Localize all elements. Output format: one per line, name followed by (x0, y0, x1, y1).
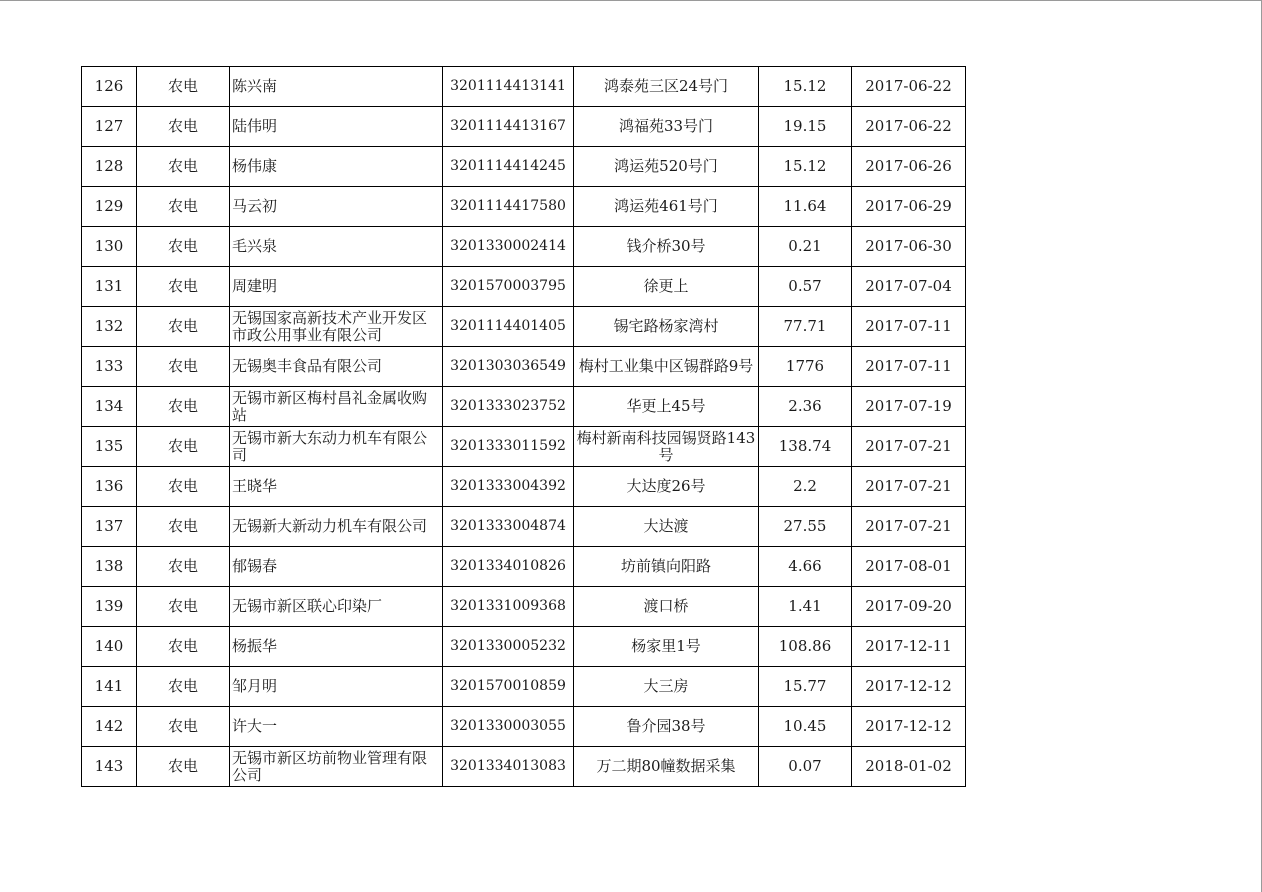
table-row (82, 267, 966, 307)
row-amount-cell: 4.66 (759, 547, 852, 587)
row-index-cell: 136 (82, 467, 137, 507)
row-account-cell: 3201333004392 (443, 467, 574, 507)
row-index-cell: 131 (82, 267, 137, 307)
row-date-cell: 2017-06-26 (852, 147, 966, 187)
row-date-cell: 2017-06-29 (852, 187, 966, 227)
row-type-cell: 农电 (137, 307, 230, 347)
table-row (82, 747, 966, 787)
row-address-cell: 华更上45号 (574, 387, 759, 427)
row-account-cell: 3201334013083 (443, 747, 574, 787)
row-account-cell: 3201333011592 (443, 427, 574, 467)
table-row (82, 387, 966, 427)
row-type-cell: 农电 (137, 627, 230, 667)
table-row (82, 107, 966, 147)
row-name-cell: 杨伟康 (230, 147, 443, 187)
row-date-cell: 2017-12-11 (852, 627, 966, 667)
row-name-cell: 无锡奥丰食品有限公司 (230, 347, 443, 387)
table-row (82, 547, 966, 587)
row-name-cell: 马云初 (230, 187, 443, 227)
row-address-cell: 徐更上 (574, 267, 759, 307)
row-type-cell: 农电 (137, 467, 230, 507)
row-amount-cell: 108.86 (759, 627, 852, 667)
table-row (82, 307, 966, 347)
row-account-cell: 3201114417580 (443, 187, 574, 227)
row-address-cell: 鸿运苑461号门 (574, 187, 759, 227)
table-row (82, 667, 966, 707)
row-date-cell: 2017-07-21 (852, 507, 966, 547)
row-address-cell: 万二期80幢数据采集 (574, 747, 759, 787)
row-date-cell: 2017-06-22 (852, 107, 966, 147)
row-account-cell: 3201570010859 (443, 667, 574, 707)
row-index-cell: 140 (82, 627, 137, 667)
row-type-cell: 农电 (137, 107, 230, 147)
records-table-body (82, 67, 966, 787)
row-address-cell: 钱介桥30号 (574, 227, 759, 267)
row-address-cell: 梅村新南科技园锡贤路143号 (574, 427, 759, 467)
table-row (82, 627, 966, 667)
row-index-cell: 126 (82, 67, 137, 107)
row-address-cell: 渡口桥 (574, 587, 759, 627)
row-type-cell: 农电 (137, 707, 230, 747)
row-type-cell: 农电 (137, 747, 230, 787)
row-index-cell: 135 (82, 427, 137, 467)
row-date-cell: 2017-12-12 (852, 667, 966, 707)
table-row (82, 227, 966, 267)
row-name-cell: 毛兴泉 (230, 227, 443, 267)
row-amount-cell: 15.77 (759, 667, 852, 707)
row-address-cell: 鲁介园38号 (574, 707, 759, 747)
row-date-cell: 2017-12-12 (852, 707, 966, 747)
row-account-cell: 3201330003055 (443, 707, 574, 747)
row-address-cell: 大达度26号 (574, 467, 759, 507)
row-name-cell: 杨振华 (230, 627, 443, 667)
row-index-cell: 141 (82, 667, 137, 707)
table-row (82, 507, 966, 547)
row-type-cell: 农电 (137, 347, 230, 387)
row-type-cell: 农电 (137, 267, 230, 307)
row-index-cell: 130 (82, 227, 137, 267)
row-account-cell: 3201333004874 (443, 507, 574, 547)
table-row (82, 427, 966, 467)
row-address-cell: 坊前镇向阳路 (574, 547, 759, 587)
row-date-cell: 2018-01-02 (852, 747, 966, 787)
row-date-cell: 2017-06-22 (852, 67, 966, 107)
row-date-cell: 2017-07-21 (852, 427, 966, 467)
table-row (82, 187, 966, 227)
row-account-cell: 3201114413167 (443, 107, 574, 147)
row-account-cell: 3201570003795 (443, 267, 574, 307)
table-row (82, 147, 966, 187)
row-type-cell: 农电 (137, 147, 230, 187)
row-amount-cell: 2.36 (759, 387, 852, 427)
row-index-cell: 139 (82, 587, 137, 627)
row-name-cell: 无锡新大新动力机车有限公司 (230, 507, 443, 547)
row-name-cell: 周建明 (230, 267, 443, 307)
row-account-cell: 3201330005232 (443, 627, 574, 667)
row-name-cell: 无锡市新区联心印染厂 (230, 587, 443, 627)
row-date-cell: 2017-07-21 (852, 467, 966, 507)
row-address-cell: 大三房 (574, 667, 759, 707)
table-row (82, 587, 966, 627)
row-type-cell: 农电 (137, 667, 230, 707)
row-index-cell: 138 (82, 547, 137, 587)
row-amount-cell: 15.12 (759, 147, 852, 187)
row-amount-cell: 19.15 (759, 107, 852, 147)
row-address-cell: 鸿福苑33号门 (574, 107, 759, 147)
row-name-cell: 王晓华 (230, 467, 443, 507)
row-amount-cell: 0.21 (759, 227, 852, 267)
row-type-cell: 农电 (137, 187, 230, 227)
row-account-cell: 3201114413141 (443, 67, 574, 107)
row-index-cell: 129 (82, 187, 137, 227)
row-address-cell: 杨家里1号 (574, 627, 759, 667)
row-address-cell: 大达渡 (574, 507, 759, 547)
row-date-cell: 2017-07-11 (852, 347, 966, 387)
row-name-cell: 无锡国家高新技术产业开发区市政公用事业有限公司 (230, 307, 443, 347)
row-date-cell: 2017-07-04 (852, 267, 966, 307)
row-name-cell: 无锡市新大东动力机车有限公司 (230, 427, 443, 467)
row-amount-cell: 1776 (759, 347, 852, 387)
row-account-cell: 3201330002414 (443, 227, 574, 267)
row-account-cell: 3201114414245 (443, 147, 574, 187)
row-account-cell: 3201114401405 (443, 307, 574, 347)
row-address-cell: 鸿运苑520号门 (574, 147, 759, 187)
row-amount-cell: 10.45 (759, 707, 852, 747)
row-date-cell: 2017-08-01 (852, 547, 966, 587)
row-date-cell: 2017-09-20 (852, 587, 966, 627)
row-index-cell: 142 (82, 707, 137, 747)
row-account-cell: 3201303036549 (443, 347, 574, 387)
row-amount-cell: 15.12 (759, 67, 852, 107)
row-amount-cell: 0.57 (759, 267, 852, 307)
row-name-cell: 邹月明 (230, 667, 443, 707)
table-row (82, 707, 966, 747)
row-amount-cell: 27.55 (759, 507, 852, 547)
row-account-cell: 3201333023752 (443, 387, 574, 427)
row-name-cell: 无锡市新区梅村昌礼金属收购站 (230, 387, 443, 427)
row-index-cell: 143 (82, 747, 137, 787)
row-type-cell: 农电 (137, 547, 230, 587)
table-row (82, 467, 966, 507)
row-name-cell: 陆伟明 (230, 107, 443, 147)
row-date-cell: 2017-07-11 (852, 307, 966, 347)
row-amount-cell: 138.74 (759, 427, 852, 467)
row-type-cell: 农电 (137, 387, 230, 427)
row-address-cell: 锡宅路杨家湾村 (574, 307, 759, 347)
row-type-cell: 农电 (137, 507, 230, 547)
row-address-cell: 鸿泰苑三区24号门 (574, 67, 759, 107)
row-type-cell: 农电 (137, 427, 230, 467)
row-index-cell: 137 (82, 507, 137, 547)
row-amount-cell: 1.41 (759, 587, 852, 627)
table-row (82, 347, 966, 387)
row-index-cell: 128 (82, 147, 137, 187)
row-type-cell: 农电 (137, 67, 230, 107)
table-row (82, 67, 966, 107)
row-date-cell: 2017-07-19 (852, 387, 966, 427)
row-index-cell: 133 (82, 347, 137, 387)
row-name-cell: 许大一 (230, 707, 443, 747)
row-amount-cell: 77.71 (759, 307, 852, 347)
row-address-cell: 梅村工业集中区锡群路9号 (574, 347, 759, 387)
row-name-cell: 郁锡春 (230, 547, 443, 587)
row-amount-cell: 2.2 (759, 467, 852, 507)
records-table (81, 66, 966, 787)
row-name-cell: 陈兴南 (230, 67, 443, 107)
row-index-cell: 134 (82, 387, 137, 427)
row-name-cell: 无锡市新区坊前物业管理有限公司 (230, 747, 443, 787)
row-account-cell: 3201334010826 (443, 547, 574, 587)
row-type-cell: 农电 (137, 587, 230, 627)
row-index-cell: 127 (82, 107, 137, 147)
row-date-cell: 2017-06-30 (852, 227, 966, 267)
row-index-cell: 132 (82, 307, 137, 347)
row-account-cell: 3201331009368 (443, 587, 574, 627)
row-type-cell: 农电 (137, 227, 230, 267)
row-amount-cell: 0.07 (759, 747, 852, 787)
row-amount-cell: 11.64 (759, 187, 852, 227)
